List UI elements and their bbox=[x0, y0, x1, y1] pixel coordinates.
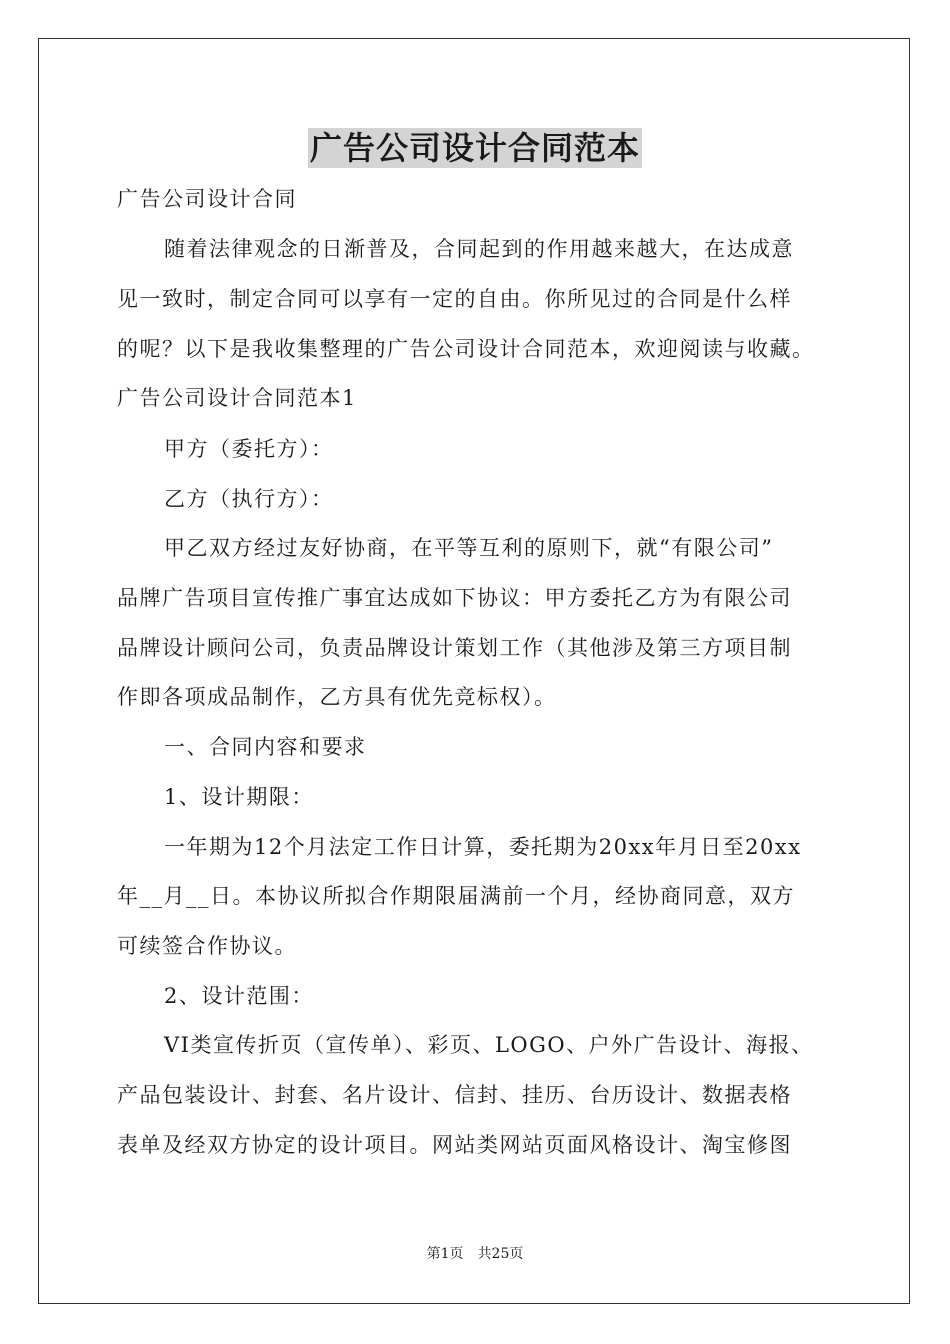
body-line: 2、设计范围： bbox=[164, 984, 314, 1008]
document-title-text: 广告公司设计合同范本 bbox=[309, 129, 640, 167]
body-line: 表单及经双方协定的设计项目。网站类网站页面风格设计、淘宝修图 bbox=[117, 1133, 792, 1157]
body-line: 1、设计期限： bbox=[164, 785, 314, 809]
page-number: 第1页 bbox=[426, 1246, 464, 1262]
section-heading: 广告公司设计合同范本1 bbox=[117, 386, 357, 410]
body-line: 甲方（委托方）： bbox=[164, 437, 334, 461]
page-footer bbox=[0, 1245, 950, 1263]
body-line: 甲乙双方经过友好协商，在平等互利的原则下，就“有限公司” bbox=[164, 536, 774, 560]
body-line: 品牌广告项目宣传推广事宜达成如下协议：甲方委托乙方为有限公司 bbox=[117, 586, 792, 610]
body-line: 年__月__日。本协议所拟合作期限届满前一个月，经协商同意，双方 bbox=[117, 884, 795, 908]
body-line: 见一致时，制定合同可以享有一定的自由。你所见过的合同是什么样 bbox=[117, 287, 792, 311]
body-line: 可续签合作协议。 bbox=[117, 934, 297, 958]
body-line: 乙方（执行方）： bbox=[164, 487, 334, 511]
body-line: 广告公司设计合同 bbox=[117, 187, 297, 211]
body-line: 一年期为12个月法定工作日计算，委托期为20xx年月日至20xx bbox=[164, 835, 802, 859]
page-total: 共25页 bbox=[477, 1246, 524, 1262]
body-line: 的呢？以下是我收集整理的广告公司设计合同范本，欢迎阅读与收藏。 bbox=[117, 337, 815, 361]
body-line: 品牌设计顾问公司，负责品牌设计策划工作（其他涉及第三方项目制 bbox=[117, 636, 792, 660]
body-line: 随着法律观念的日渐普及，合同起到的作用越来越大，在达成意 bbox=[164, 237, 794, 261]
body-line: 一、合同内容和要求 bbox=[164, 735, 367, 759]
page-border bbox=[38, 38, 910, 1304]
document-title bbox=[0, 128, 950, 168]
body-line: VI类宣传折页（宣传单）、彩页、LOGO、户外广告设计、海报、 bbox=[164, 1033, 814, 1057]
body-line: 作即各项成品制作，乙方具有优先竞标权）。 bbox=[117, 685, 557, 709]
body-line: 产品包装设计、封套、名片设计、信封、挂历、台历设计、数据表格 bbox=[117, 1083, 792, 1107]
